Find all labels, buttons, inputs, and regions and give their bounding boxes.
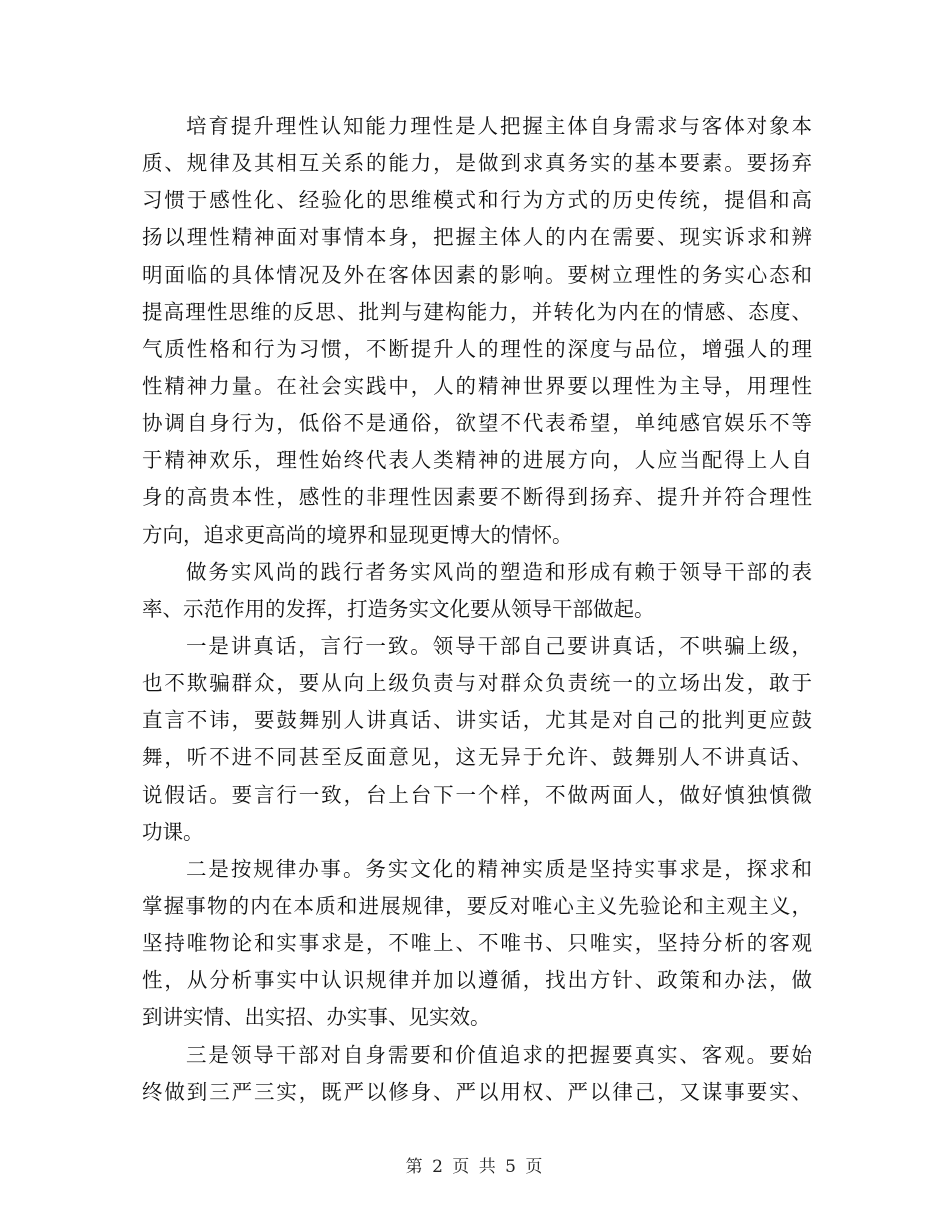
- text-line: 舞，听不进不同甚至反面意见，这无异于允许、鼓舞别人不讲真话、: [142, 745, 812, 770]
- text-line: 方向，追求更高尚的境界和显现更博大的情怀。: [142, 522, 573, 547]
- body-text: [142, 108, 812, 1111]
- text-line: 功课。: [142, 819, 204, 844]
- text-line: 做务实风尚的践行者务实风尚的塑造和形成有赖于领导干部的表: [186, 559, 812, 584]
- text-line: 到讲实情、出实招、办实事、见实效。: [142, 1005, 491, 1030]
- text-line: 直言不讳，要鼓舞别人讲真话、讲实话，尤其是对自己的批判更应鼓: [142, 708, 812, 733]
- text-line: 扬以理性精神面对事情本身，把握主体人的内在需要、现实诉求和辨: [142, 225, 812, 250]
- text-line: 终做到三严三实，既严以修身、严以用权、严以律己，又谋事要实、: [142, 1079, 812, 1104]
- text-line: 于精神欢乐，理性始终代表人类精神的进展方向，人应当配得上人自: [142, 448, 812, 473]
- text-line: 三是领导干部对自身需要和价值追求的把握要真实、客观。要始: [186, 1042, 812, 1067]
- text-line: 身的高贵本性，感性的非理性因素要不断得到扬弃、提升并符合理性: [142, 485, 812, 510]
- text-line: 二是按规律办事。务实文化的精神实质是坚持实事求是，探求和: [186, 856, 812, 881]
- text-line: 培育提升理性认知能力理性是人把握主体自身需求与客体对象本: [186, 114, 812, 138]
- text-line: 协调自身行为，低俗不是通俗，欲望不代表希望，单纯感官娱乐不等: [142, 411, 812, 436]
- page-number-footer: 第 2 页 共 5 页: [405, 1157, 545, 1177]
- text-line: 率、示范作用的发挥，打造务实文化要从领导干部做起。: [142, 596, 655, 621]
- text-line: 习惯于感性化、经验化的思维模式和行为方式的历史传统，提倡和高: [142, 188, 812, 213]
- text-line: 坚持唯物论和实事求是，不唯上、不唯书、只唯实，坚持分析的客观: [142, 931, 812, 956]
- text-line: 一是讲真话，言行一致。领导干部自己要讲真话，不哄骗上级，: [186, 633, 812, 658]
- text-line: 明面临的具体情况及外在客体因素的影响。要树立理性的务实心态和: [142, 262, 812, 287]
- text-line: 质、规律及其相互关系的能力，是做到求真务实的基本要素。要扬弃: [142, 151, 812, 176]
- text-line: 性，从分析事实中认识规律并加以遵循，找出方针、政策和办法，做: [142, 968, 812, 993]
- text-line: 掌握事物的内在本质和进展规律，要反对唯心主义先验论和主观主义，: [142, 893, 812, 918]
- text-line: 说假话。要言行一致，台上台下一个样，不做两面人，做好慎独慎微: [142, 782, 812, 807]
- text-line: 性精神力量。在社会实践中，人的精神世界要以理性为主导，用理性: [142, 373, 812, 398]
- text-line: 提高理性思维的反思、批判与建构能力，并转化为内在的情感、态度、: [142, 299, 812, 324]
- text-line: 也不欺骗群众，要从向上级负责与对群众负责统一的立场出发，敢于: [142, 671, 812, 696]
- text-line: 气质性格和行为习惯，不断提升人的理性的深度与品位，增强人的理: [142, 336, 812, 361]
